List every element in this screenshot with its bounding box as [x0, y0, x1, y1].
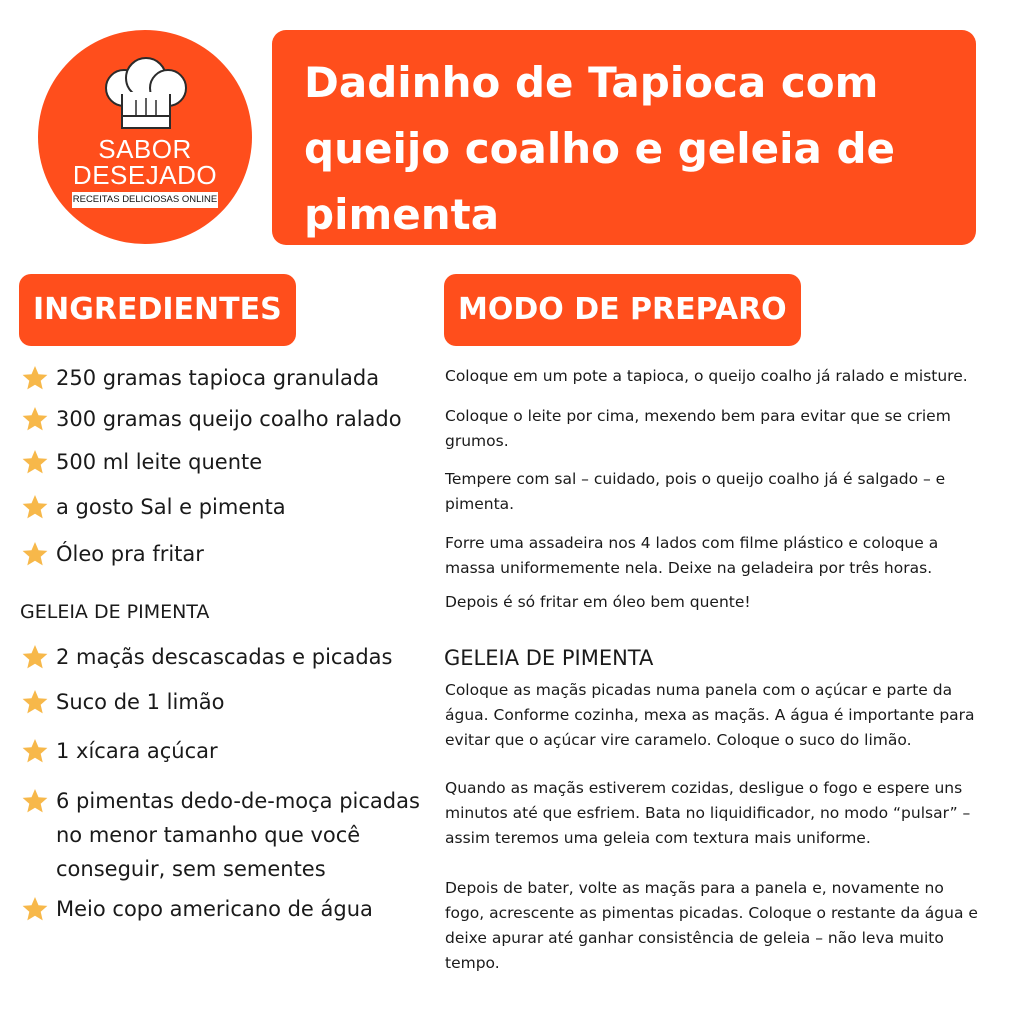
ingredient-text: 300 gramas queijo coalho ralado	[56, 407, 402, 431]
jelly-step-line: Depois de bater, volte as maçãs para a panela e, novamente no	[445, 879, 944, 897]
star-icon	[22, 541, 48, 567]
jelly-ingredient-text: no menor tamanho que você	[56, 823, 361, 847]
logo-name-line-2: DESEJADO	[72, 160, 218, 190]
ingredient-text: a gosto Sal e pimenta	[56, 495, 286, 519]
star-icon	[22, 406, 48, 432]
logo-tagline: RECEITAS DELICIOSAS ONLINE	[72, 192, 218, 208]
chef-hat-icon	[102, 54, 190, 138]
brand-logo	[38, 30, 252, 244]
star-icon	[22, 449, 48, 475]
star-icon	[22, 644, 48, 670]
ingredient-text: 250 gramas tapioca granulada	[56, 366, 380, 390]
title-line-3: pimenta	[304, 190, 500, 239]
preparation-step-line: grumos.	[445, 432, 509, 450]
preparation-heading: MODO DE PREPARO	[444, 274, 801, 346]
jelly-ingredient-text: 6 pimentas dedo-de-moça picadas	[56, 789, 420, 813]
ingredient-text: Óleo pra fritar	[56, 542, 204, 566]
jelly-step-line: Coloque as maçãs picadas numa panela com o açúcar e parte da	[445, 681, 953, 699]
jelly-ingredient-text: 2 maçãs descascadas e picadas	[56, 645, 393, 669]
ingredients-heading: INGREDIENTES	[19, 274, 296, 346]
jelly-preparation-subheading: GELEIA DE PIMENTA	[444, 646, 654, 670]
jelly-step-line: deixe apurar até ganhar consistência de geleia – não leva muito	[445, 929, 944, 947]
jelly-ingredient-text: Suco de 1 limão	[56, 690, 225, 714]
title-line-2: queijo coalho e geleia de	[304, 124, 896, 173]
jelly-step-line: evitar que o açúcar vire caramelo. Coloque o suco do limão.	[445, 731, 912, 749]
star-icon	[22, 896, 48, 922]
jelly-ingredients-subheading: GELEIA DE PIMENTA	[20, 601, 210, 623]
preparation-step-line: pimenta.	[445, 495, 515, 513]
preparation-step-line: Coloque o leite por cima, mexendo bem para evitar que se criem	[445, 407, 951, 425]
jelly-step-line: Quando as maçãs estiverem cozidas, desligue o fogo e espere uns	[445, 779, 963, 797]
jelly-ingredient-text: Meio copo americano de água	[56, 897, 373, 921]
star-icon	[22, 788, 48, 814]
star-icon	[22, 738, 48, 764]
star-icon	[22, 689, 48, 715]
ingredient-text: 500 ml leite quente	[56, 450, 263, 474]
jelly-ingredient-text: conseguir, sem sementes	[56, 857, 326, 881]
jelly-step-line: tempo.	[445, 954, 500, 972]
jelly-step-line: minutos até que esfriem. Bata no liquidificador, no modo “pulsar” –	[445, 804, 971, 822]
preparation-step-line: massa uniformemente nela. Deixe na geladeira por três horas.	[445, 559, 933, 577]
jelly-step-line: fogo, acrescente as pimentas picadas. Coloque o restante da água e	[445, 904, 978, 922]
preparation-step-line: Forre uma assadeira nos 4 lados com filme plástico e coloque a	[445, 534, 939, 552]
preparation-step-line: Tempere com sal – cuidado, pois o queijo coalho já é salgado – e	[445, 470, 946, 488]
preparation-step-line: Depois é só fritar em óleo bem quente!	[445, 593, 751, 611]
preparation-step-line: Coloque em um pote a tapioca, o queijo coalho já ralado e misture.	[445, 367, 968, 385]
star-icon	[22, 365, 48, 391]
jelly-ingredient-text: 1 xícara açúcar	[56, 739, 218, 763]
title-banner	[272, 30, 976, 245]
star-icon	[22, 494, 48, 520]
logo-name-line-1: SABOR	[98, 134, 192, 164]
jelly-step-line: assim teremos uma geleia com textura mais uniforme.	[445, 829, 871, 847]
jelly-step-line: água. Conforme cozinha, mexa as maçãs. A água é importante para	[445, 706, 975, 724]
recipe-title	[304, 50, 964, 248]
title-line-1: Dadinho de Tapioca com	[304, 58, 879, 107]
